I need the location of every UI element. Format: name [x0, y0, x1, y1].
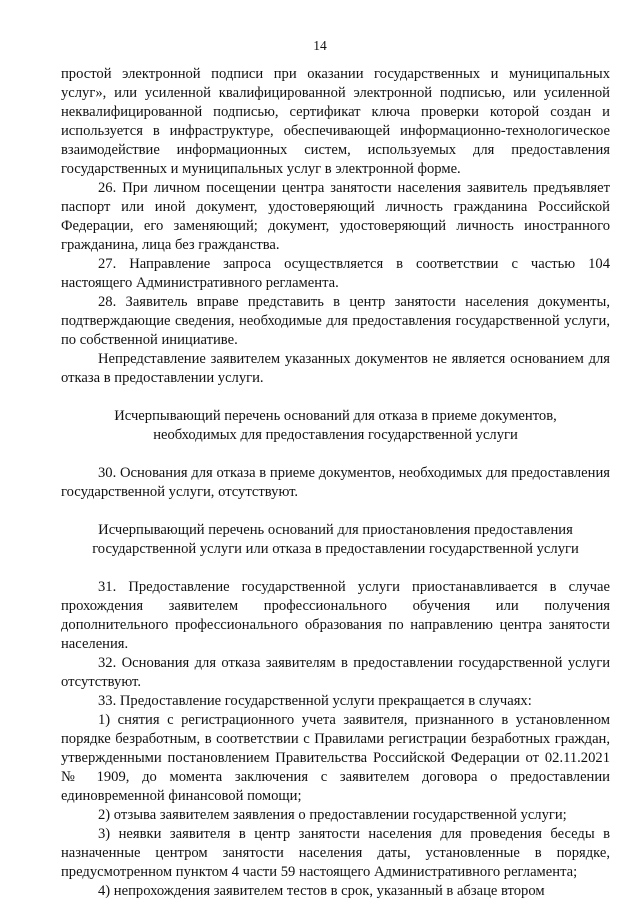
paragraph-33-item-2: 2) отзыва заявителем заявления о предоставлении государственной услуги;: [98, 807, 567, 823]
paragraph-30: 30. Основания для отказа в приеме документов, необходимых для предоставления государственной услуги, отсутствуют.: [61, 465, 610, 500]
paragraph-continuation: простой электронной подписи при оказании государственных и муниципальных услуг», или усиленной квалифицированной электронной подписью, или усиленной неквалифицированной подписью, сертификат ключа проверки которой создан и используется в инфраструктуре, обеспечивающей информационно-технологическое взаимодействие информационных систем, используемых для предоставления государственных и муниципальных услуг в электронной форме.: [61, 66, 610, 177]
section-heading-line: необходимых для предоставления государственной услуги: [153, 427, 518, 443]
paragraph-33-item-3: 3) неявки заявителя в центр занятости населения для проведения беседы в назначенные центром занятости населения даты, установленные в порядке, предусмотренном пунктом 4 части 59 настоящего Административного регламента;: [61, 826, 610, 880]
paragraph-33-item-4: 4) непрохождения заявителем тестов в срок, указанный в абзаце втором: [98, 883, 545, 899]
paragraph-28: 28. Заявитель вправе представить в центр занятости населения документы, подтверждающие сведения, необходимые для предоставления государственной услуги, по собственной инициативе.: [61, 294, 610, 348]
spacer: [61, 502, 610, 521]
section-heading-line: Исчерпывающий перечень оснований для приостановления предоставления: [98, 522, 573, 538]
paragraph-33-item-1: 1) снятия с регистрационного учета заявителя, признанного в установленном порядке безработным, в соответствии с Правилами регистрации безработных граждан, утвержденными постановлением Правительства Российской Федерации от 02.11.2021 № 1909, до момента заключения с заявителем договора о предоставлении единовременной финансовой помощи;: [61, 712, 610, 804]
section-heading-line: Исчерпывающий перечень оснований для отказа в приеме документов,: [114, 408, 557, 424]
spacer: [61, 559, 610, 578]
paragraph-26: 26. При личном посещении центра занятости населения заявитель предъявляет паспорт или иной документ, удостоверяющий личность гражданина Российской Федерации, его заменяющий; документ, удостоверяющий личность иностранного гражданина, лица без гражданства.: [61, 180, 610, 253]
paragraph-33: 33. Предоставление государственной услуги прекращается в случаях:: [98, 693, 532, 709]
section-heading-refusal-reasons: [61, 407, 610, 445]
spacer: [61, 388, 610, 407]
paragraph-28-note: Непредставление заявителем указанных документов не является основанием для отказа в предоставлении услуги.: [61, 351, 610, 386]
section-heading-suspension-reasons: [61, 521, 610, 559]
paragraph-27: 27. Направление запроса осуществляется в соответствии с частью 104 настоящего Административного регламента.: [61, 256, 610, 291]
page-body: [61, 65, 610, 901]
page-number: 14: [313, 38, 327, 53]
paragraph-31: 31. Предоставление государственной услуги приостанавливается в случае прохождения заявителем профессионального обучения или получения дополнительного профессионального образования по направлению центра занятости населения.: [61, 579, 610, 652]
spacer: [61, 445, 610, 464]
paragraph-32: 32. Основания для отказа заявителям в предоставлении государственной услуги отсутствуют.: [61, 655, 610, 690]
section-heading-line: государственной услуги или отказа в предоставлении государственной услуги: [92, 541, 579, 557]
